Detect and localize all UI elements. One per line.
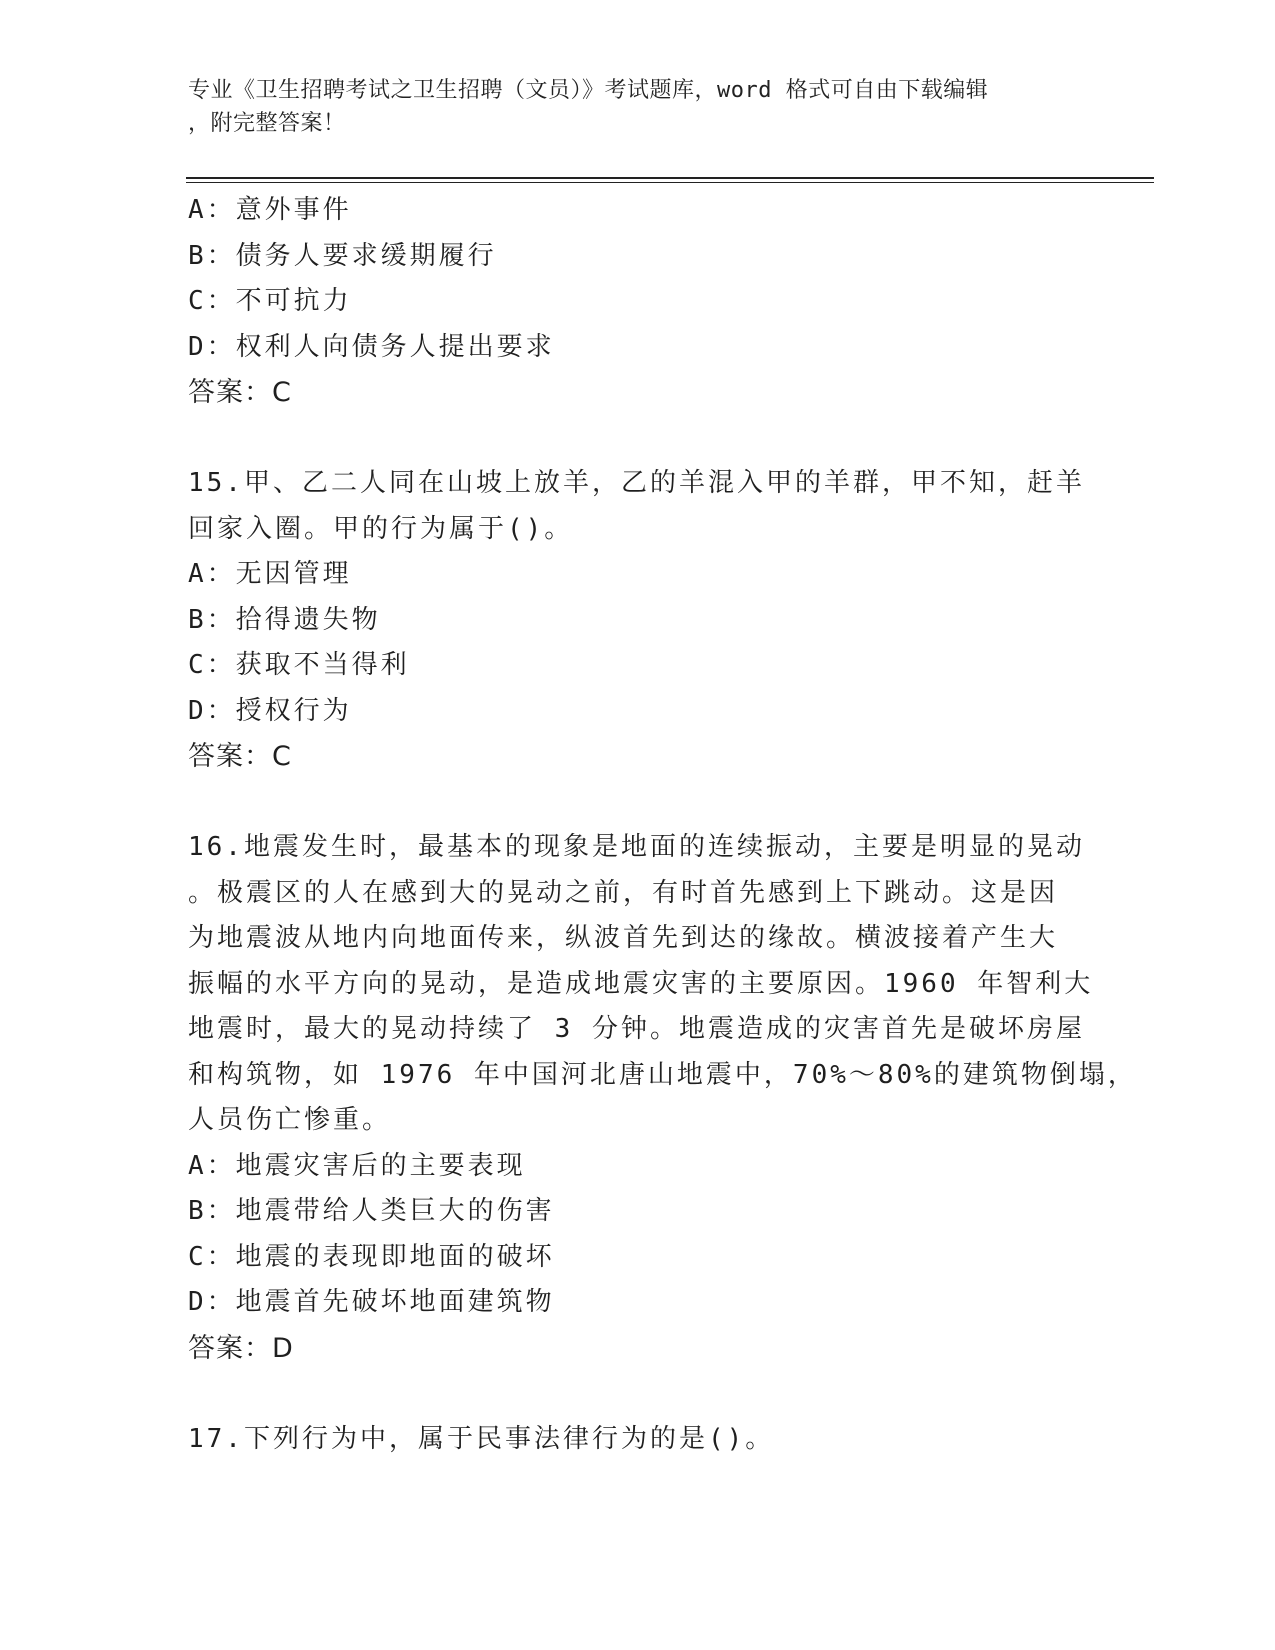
spacer xyxy=(188,416,1088,462)
option-a: A：无因管理 xyxy=(188,559,352,589)
question-stem-line: 。极震区的人在感到大的晃动之前，有时首先感到上下跳动。这是因 xyxy=(188,877,1059,908)
question-stem-line: 振幅的水平方向的晃动，是造成地震灾害的主要原因。1960 年智利大 xyxy=(188,968,1094,999)
option-c: C：地震的表现即地面的破坏 xyxy=(188,1241,555,1272)
header-line-2: ，附完整答案！ xyxy=(188,111,346,136)
option-a: A：意外事件 xyxy=(188,195,352,225)
option-b: B：地震带给人类巨大的伤害 xyxy=(188,1196,555,1226)
option-b: B：拾得遗失物 xyxy=(188,604,381,635)
option-c: C：获取不当得利 xyxy=(188,650,410,680)
answer: 答案：C xyxy=(188,741,292,772)
option-a: A：地震灾害后的主要表现 xyxy=(188,1150,526,1181)
question-stem-line: 人员伤亡惨重。 xyxy=(188,1105,392,1135)
question-16 xyxy=(188,825,1137,1371)
header-rule-thin xyxy=(186,182,1154,183)
option-b: B：债务人要求缓期履行 xyxy=(188,240,497,271)
option-d: D：地震首先破坏地面建筑物 xyxy=(188,1287,555,1317)
option-d: D：权利人向债务人提出要求 xyxy=(188,331,555,362)
question-stem-line: 15.甲、乙二人同在山坡上放羊，乙的羊混入甲的羊群，甲不知，赶羊 xyxy=(188,468,1085,498)
option-d: D：授权行为 xyxy=(188,695,352,726)
header-rule-thick xyxy=(186,177,1154,179)
question-stem-line: 16.地震发生时，最基本的现象是地面的连续振动，主要是明显的晃动 xyxy=(188,832,1085,862)
answer: 答案：D xyxy=(188,1332,294,1364)
question-15 xyxy=(188,461,1088,780)
question-stem-line: 和构筑物，如 1976 年中国河北唐山地震中，70%～80%的建筑物倒塌， xyxy=(188,1059,1137,1090)
spacer xyxy=(188,780,1088,826)
question-17 xyxy=(188,1417,1088,1463)
spacer xyxy=(188,1371,1088,1417)
question-list xyxy=(188,188,1137,1462)
answer: 答案：C xyxy=(188,377,292,408)
question-stem-line: 为地震波从地内向地面传来，纵波首先到达的缘故。横波接着产生大 xyxy=(188,923,1059,953)
question-stem-line: 回家入圈。甲的行为属于()。 xyxy=(188,513,574,544)
option-c: C：不可抗力 xyxy=(188,286,352,316)
question-14-options xyxy=(188,188,1088,416)
question-stem-line: 地震时，最大的晃动持续了 3 分钟。地震造成的灾害首先是破坏房屋 xyxy=(188,1014,1085,1044)
document-header xyxy=(188,74,1068,140)
question-stem-line: 17.下列行为中，属于民事法律行为的是()。 xyxy=(188,1423,775,1454)
header-line-1: 专业《卫生招聘考试之卫生招聘（文员）》考试题库，word 格式可自由下载编辑 xyxy=(188,78,989,103)
